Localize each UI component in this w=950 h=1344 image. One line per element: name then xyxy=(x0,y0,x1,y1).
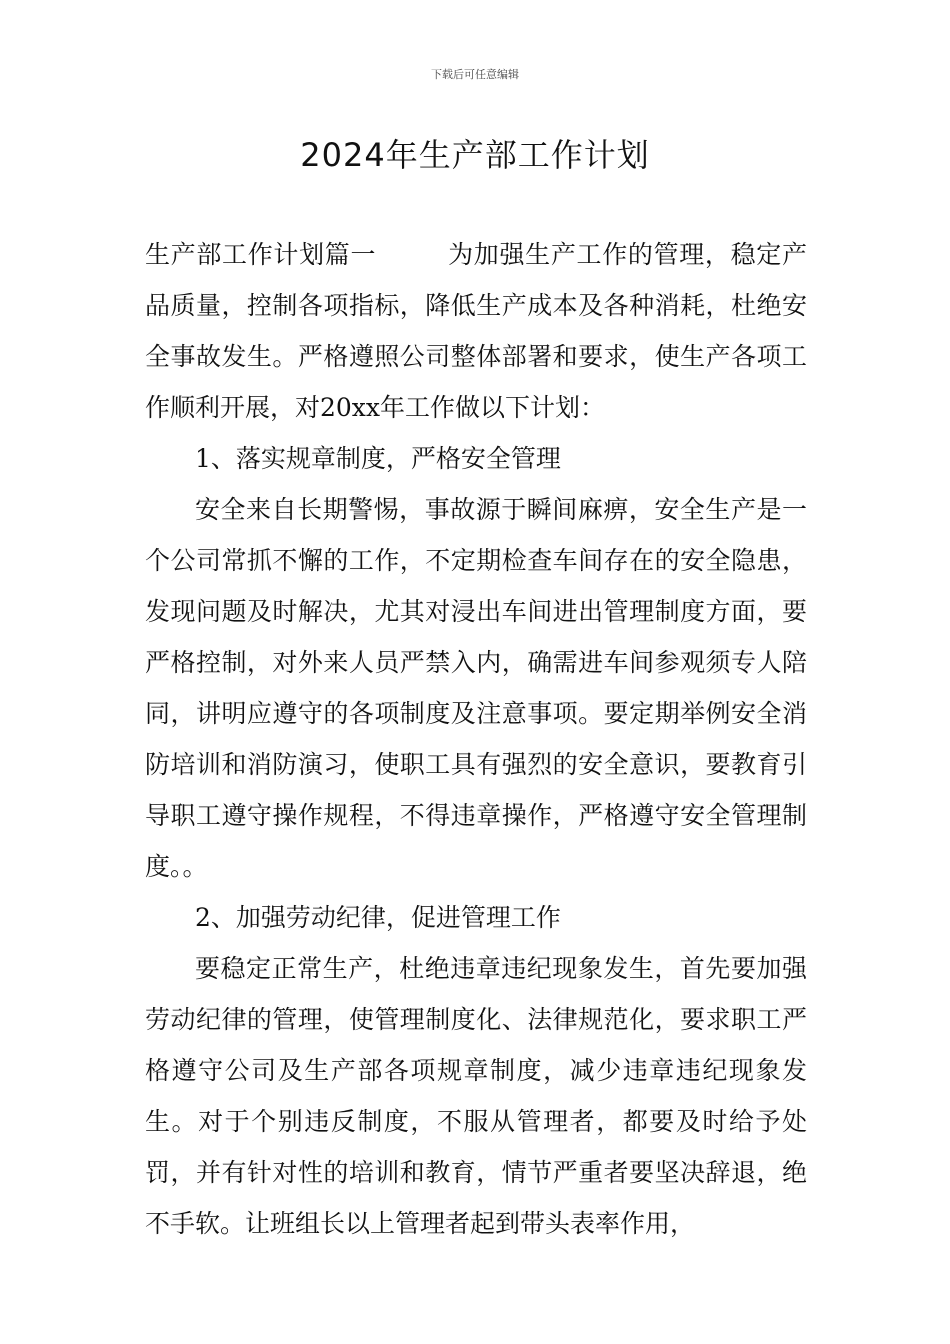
header-note: 下载后可任意编辑 xyxy=(431,68,519,81)
intro-text: 为加强生产工作的管理，稳定产品质量，控制各项指标，降低生产成本及各种消耗，杜绝安全事故发生。严格遵照公司整体部署和要求，使生产各项工作顺利开展，对20xx年工作做以下计划： xyxy=(145,240,807,422)
section-1-paragraph: 安全来自长期警惕，事故源于瞬间麻痹，安全生产是一个公司常抓不懈的工作，不定期检查车间存在的安全隐患，发现问题及时解决，尤其对浸出车间进出管理制度方面，要严格控制，对外来人员严禁入内，确需进车间参观须专人陪同，讲明应遵守的各项制度及注意事项。要定期举例安全消防培训和消防演习，使职工具有强烈的安全意识，要教育引导职工遵守操作规程，不得违章操作，严格遵守安全管理制度。。 xyxy=(145,495,807,881)
section-2-heading: 2、加强劳动纪律，促进管理工作 xyxy=(195,903,561,932)
section-2-paragraph: 要稳定正常生产，杜绝违章违纪现象发生，首先要加强劳动纪律的管理，使管理制度化、法律规范化，要求职工严格遵守公司及生产部各项规章制度，减少违章违纪现象发生。对于个别违反制度，不服从管理者，都要及时给予处罚，并有针对性的培训和教育，情节严重者要坚决辞退，绝不手软。让班组长以上管理者起到带头表率作用， xyxy=(145,954,807,1238)
section-1-heading: 1、落实规章制度，严格安全管理 xyxy=(195,444,561,473)
document-body xyxy=(145,229,807,1249)
intro-paragraph xyxy=(145,229,807,433)
intro-label: 生产部工作计划篇一 xyxy=(145,240,377,269)
page-title: 2024年生产部工作计划 xyxy=(300,136,650,174)
